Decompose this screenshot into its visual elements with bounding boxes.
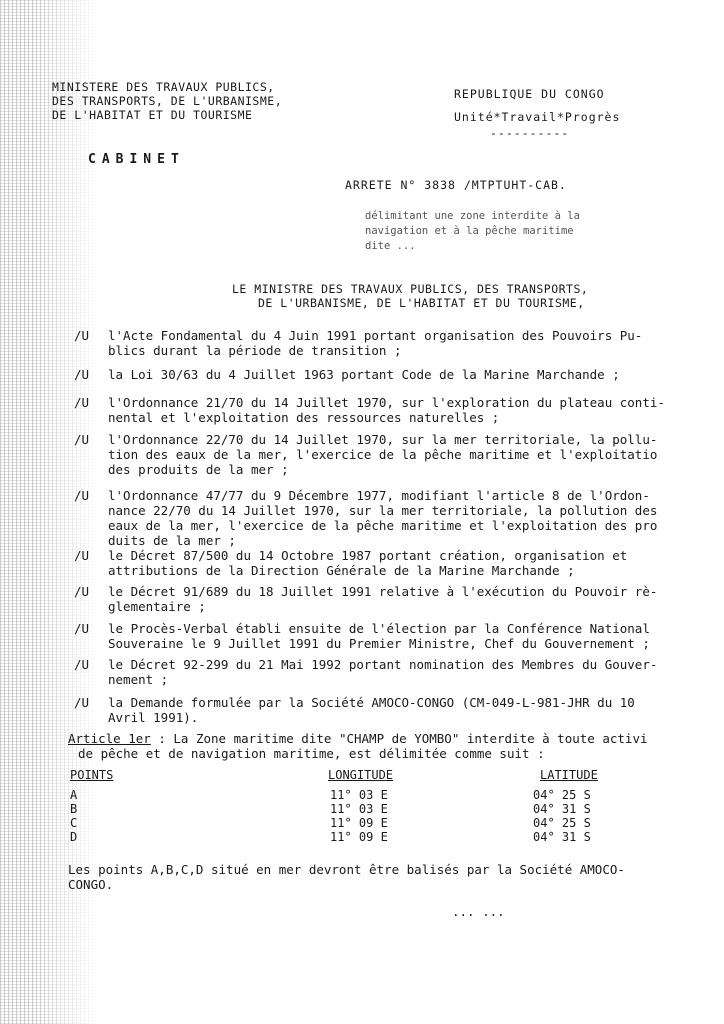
- point-d: D: [70, 830, 78, 844]
- decree-subject-line-2: navigation et à la pêche maritime: [365, 225, 574, 237]
- consideration-7-line-1: le Décret 91/689 du 18 Juillet 1991 relative à l'exécution du Pouvoir rè-: [108, 584, 658, 599]
- minister-title-line-2: DE L'URBANISME, DE L'HABITAT ET DU TOURISME,: [258, 296, 585, 310]
- vu-marker: /U: [74, 548, 90, 563]
- article-text-1: : La Zone maritime dite "CHAMP de YOMBO" interdite à toute activi: [150, 731, 648, 746]
- consideration-3-line-2: nental et l'exploitation des ressources naturelles ;: [108, 410, 500, 425]
- consideration-6-line-2: attributions de la Direction Générale de la Marine Marchande ;: [108, 563, 575, 578]
- consideration-10-line-1: la Demande formulée par la Société AMOCO-CONGO (CM-049-L-981-JHR du 10: [108, 695, 635, 710]
- latitude-c: 04° 25 S: [533, 816, 591, 830]
- longitude-b: 11° 03 E: [330, 802, 388, 816]
- consideration-9-line-1: le Décret 92-299 du 21 Mai 1992 portant nomination des Membres du Gouver-: [108, 657, 658, 672]
- consideration-5-line-3: eaux de la mer, l'exercice de la pêche maritime et l'exploitation des pro: [108, 518, 658, 533]
- ministry-line-3: DE L'HABITAT ET DU TOURISME: [52, 108, 253, 122]
- consideration-10-line-2: Avril 1991).: [108, 710, 199, 725]
- consideration-4-line-3: des produits de la mer ;: [108, 462, 289, 477]
- consideration-1-line-1: l'Acte Fondamental du 4 Juin 1991 portant organisation des Pouvoirs Pu-: [108, 328, 643, 343]
- vu-marker: /U: [74, 621, 90, 636]
- point-c: C: [70, 816, 78, 830]
- latitude-b: 04° 31 S: [533, 802, 591, 816]
- col-header-latitude: LATITUDE: [540, 768, 598, 782]
- decree-reference: ARRETE N° 3838 /MTPTUHT-CAB.: [345, 178, 567, 192]
- consideration-5-line-1: l'Ordonnance 47/77 du 9 Décembre 1977, modifiant l'article 8 de l'Ordon-: [108, 488, 650, 503]
- closing-line-2: CONGO.: [68, 877, 114, 892]
- consideration-6-line-1: le Décret 87/500 du 14 Octobre 1987 portant création, organisation et: [108, 548, 628, 563]
- vu-marker: /U: [74, 657, 90, 672]
- longitude-d: 11° 09 E: [330, 830, 388, 844]
- article-label: Article 1er: [68, 731, 151, 746]
- article-text-2: de pêche et de navigation maritime, est délimitée comme suit :: [78, 746, 545, 761]
- longitude-c: 11° 09 E: [330, 816, 388, 830]
- consideration-3-line-1: l'Ordonnance 21/70 du 14 Juillet 1970, sur l'exploration du plateau conti-: [108, 395, 665, 410]
- point-a: A: [70, 788, 78, 802]
- ministry-line-2: DES TRANSPORTS, DE L'URBANISME,: [52, 94, 283, 108]
- vu-marker: /U: [74, 584, 90, 599]
- national-motto: Unité*Travail*Progrès: [454, 110, 621, 124]
- consideration-4-line-1: l'Ordonnance 22/70 du 14 Juillet 1970, sur la mer territoriale, la pollu-: [108, 432, 658, 447]
- consideration-2-line-1: la Loi 30/63 du 4 Juillet 1963 portant Code de la Marine Marchande ;: [108, 367, 620, 382]
- consideration-5-line-2: nance 22/70 du 14 Juillet 1970, sur la mer territoriale, la pollution des: [108, 503, 658, 518]
- longitude-a: 11° 03 E: [330, 788, 388, 802]
- cabinet-heading: CABINET: [88, 152, 185, 167]
- vu-marker: /U: [74, 395, 90, 410]
- latitude-a: 04° 25 S: [533, 788, 591, 802]
- vu-marker: /U: [74, 432, 90, 447]
- decree-subject-line-3: dite ...: [365, 240, 416, 252]
- consideration-8-line-2: Souveraine le 9 Juillet 1991 du Premier Ministre, Chef du Gouvernement ;: [108, 636, 650, 651]
- decree-subject-line-1: délimitant une zone interdite à la: [365, 210, 580, 222]
- vu-marker: /U: [74, 367, 90, 382]
- consideration-9-line-2: nement ;: [108, 672, 169, 687]
- vu-marker: /U: [74, 328, 90, 343]
- republic-title: REPUBLIQUE DU CONGO: [454, 87, 605, 101]
- closing-line-1: Les points A,B,C,D situé en mer devront être balisés par la Société AMOCO-: [68, 862, 625, 877]
- vu-marker: /U: [74, 695, 90, 710]
- header-separator: ----------: [490, 126, 570, 140]
- latitude-d: 04° 31 S: [533, 830, 591, 844]
- continuation-marker: ... ...: [452, 904, 505, 919]
- ministry-line-1: MINISTERE DES TRAVAUX PUBLICS,: [52, 80, 275, 94]
- vu-marker: /U: [74, 488, 90, 503]
- consideration-5-line-4: duits de la mer ;: [108, 533, 236, 548]
- minister-title-line-1: LE MINISTRE DES TRAVAUX PUBLICS, DES TRANSPORTS,: [232, 282, 589, 296]
- consideration-4-line-2: tion des eaux de la mer, l'exercice de la pêche maritime et l'exploitatio: [108, 447, 658, 462]
- col-header-points: POINTS: [70, 768, 114, 782]
- col-header-longitude: LONGITUDE: [328, 768, 394, 782]
- point-b: B: [70, 802, 78, 816]
- consideration-7-line-2: glementaire ;: [108, 599, 206, 614]
- article-1-line-1: [68, 731, 648, 746]
- consideration-8-line-1: le Procès-Verbal établi ensuite de l'élection par la Conférence National: [108, 621, 650, 636]
- consideration-1-line-2: blics durant la période de transition ;: [108, 343, 402, 358]
